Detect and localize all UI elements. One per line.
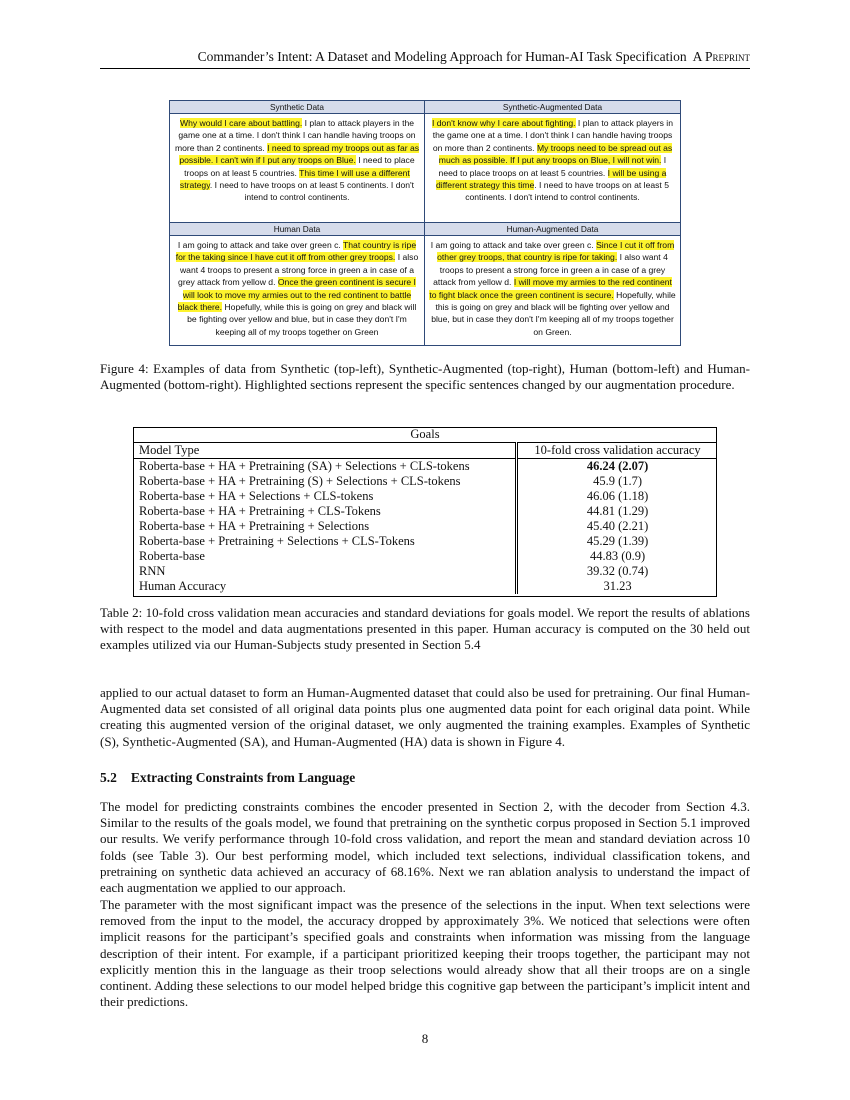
text-segment: I plan to attack players in the game one at a time. I don't think I can handle having troops on more than 2 continents. — [174, 118, 416, 153]
table-col-header-model: Model Type — [133, 443, 517, 459]
table-row — [133, 519, 717, 534]
text-segment: Hopefully, while this is going on grey and black will be fighting over yellow and blue, but in case they don't I'm keeping all of my troops together on Green. — [431, 289, 676, 337]
text-segment: I am going to attack and take over green c. — [177, 240, 344, 250]
results-table — [133, 427, 717, 594]
highlighted-segment: I will be using a different strategy this time — [436, 167, 667, 191]
section-title: Extracting Constraints from Language — [130, 770, 356, 785]
text-segment: I am going to attack and take over green c. — [430, 240, 597, 250]
highlighted-segment: Why would I care about battling. — [179, 118, 303, 128]
panel-title-synthetic: Synthetic Data — [170, 101, 425, 114]
table-cell-model: Roberta-base + HA + Selections + CLS-tokens — [139, 489, 374, 503]
highlighted-segment: This time I will use a different strategy — [179, 167, 410, 191]
panel-text-synthetic — [170, 114, 425, 223]
panel-text-human — [170, 236, 425, 345]
text-segment: I also want 4 troops to present a strong force in green a in case of a grey attack from yellow d. — [178, 252, 419, 288]
table-cell-accuracy: 44.81 (1.29) — [517, 504, 717, 519]
table-group-header: Goals — [133, 427, 717, 443]
table-cell-accuracy: 45.40 (2.21) — [517, 519, 717, 534]
table-cell-accuracy: 39.32 (0.74) — [517, 564, 717, 579]
table-cell-accuracy: 46.24 (2.07) — [517, 459, 717, 475]
table-row — [133, 579, 717, 594]
table-col-header-accuracy: 10-fold cross validation accuracy — [517, 443, 717, 459]
table-caption: Table 2: 10-fold cross validation mean accuracies and standard deviations for goals model. We report the results of ablations with respect to the model and data augmentations presented in this paper. Human accuracy is computed on the 30 held out examples utilized via our Human-Subjects study presented in Section 5.4 — [100, 605, 750, 653]
highlighted-segment: Since I cut it off from other grey troops, that country is ripe for taking. — [437, 240, 675, 263]
table-cell-model: Roberta-base + HA + Pretraining + Selections — [139, 519, 370, 533]
table-row — [133, 564, 717, 579]
body-paragraph-2: The model for predicting constraints combines the encoder presented in Section 2, with the decoder from Section 4.3. Similar to the results of the goals model, we found that pretraining on the synthetic corpus proposed in Section 5.1 improved our results. We verify performance through 10-fold cross validation, and report the mean and standard deviation across 10 folds (see Table 3). Our best performing model, which included text selections, individual classification tokens, and pretraining on synthetic data achieved an accuracy of 68.16%. Next we ran ablation analysis to understand the impact of each augmentation we applied to our approach. — [100, 799, 750, 896]
page-number: 8 — [421, 1031, 429, 1046]
table-cell-accuracy: 31.23 — [517, 579, 717, 594]
table-row — [133, 504, 717, 519]
text-segment: . I need to have troops on at least 5 continents. I don't intend to control continents. — [465, 180, 669, 203]
highlighted-segment: Once the green continent is secure I will look to move my armies out to the red continent to battle black there. — [177, 277, 416, 313]
text-segment: I need to place troops on at least 5 countries. — [438, 155, 667, 178]
running-header — [160, 49, 750, 65]
text-segment: I also want 4 troops to present a strong force in green a in case of a grey attack from yellow d. — [433, 252, 668, 288]
table-row — [133, 534, 717, 549]
body-paragraph-3: The parameter with the most significant impact was the presence of the selections in the input. When text selections were removed from the input to the model, the accuracy dropped by approximately 3%. We noticed that selections were often implicit reasons for the participant’s specified goals and constraints when information was missing from the language description of their intent. For example, if a participant prioritized keeping their troops together, the participant may not explicitly mention this in the language as their troop selections would already show that all their troops are on a single continent. Adding these selections to our model helped bridge this cognitive gap between the participant’s implicit intent and their predictions. — [100, 897, 750, 1010]
table-row — [133, 459, 717, 475]
panel-title-human-augmented: Human-Augmented Data — [425, 223, 680, 236]
highlighted-segment: I don't know why I care about fighting. — [432, 118, 576, 128]
section-heading — [100, 770, 355, 786]
panel-text-human-augmented — [425, 236, 680, 345]
header-rule — [100, 68, 750, 69]
table-row — [133, 474, 717, 489]
table-cell-model: Roberta-base + HA + Pretraining (SA) + Selections + CLS-tokens — [139, 459, 470, 473]
body-paragraph-1: applied to our actual dataset to form an Human-Augmented dataset that could also be used for pretraining. Our final Human-Augmented data set consisted of all original data points plus one augmented data point for each original data point. While creating this augmented version of the original dataset, we only augmented the training examples. Examples of Synthetic (S), Synthetic-Augmented (SA), and Human-Augmented (HA) data is shown in Figure 4. — [100, 685, 750, 749]
text-segment: I plan to attack players in the game one at a time. I don't think I can handle having troops on more than 2 continents. — [432, 118, 673, 153]
text-segment: . I need to have troops on at least 5 continents. I don't intend to control continents. — [209, 180, 415, 203]
highlighted-segment: That country is ripe for the taking since I have cut it off from other grey troops. — [175, 240, 417, 263]
header-tag: A Preprint — [692, 49, 750, 64]
section-number: 5.2 — [100, 770, 117, 785]
figure-4 — [169, 100, 681, 346]
table-cell-model: RNN — [139, 564, 166, 578]
table-row — [133, 489, 717, 504]
text-segment: I need to place troops on at least 5 countries. — [184, 155, 415, 178]
panel-title-synthetic-augmented: Synthetic-Augmented Data — [425, 101, 680, 114]
text-segment: Hopefully, while this is going on grey and black will be fighting over yellow and blue, but in case they don't I'm keeping all of my troops together on Green — [187, 302, 417, 337]
table-cell-accuracy: 46.06 (1.18) — [517, 489, 717, 504]
table-cell-accuracy: 45.9 (1.7) — [517, 474, 717, 489]
table-cell-model: Roberta-base — [139, 549, 205, 563]
figure-caption: Figure 4: Examples of data from Synthetic (top-left), Synthetic-Augmented (top-right), Human (bottom-left) and Human-Augmented (bottom-right). Highlighted sections represent the specific sentences changed by our augmentation procedure. — [100, 361, 750, 393]
table-cell-accuracy: 45.29 (1.39) — [517, 534, 717, 549]
table-cell-model: Human Accuracy — [139, 579, 227, 593]
highlighted-segment: I need to spread my troops out as far as possible. I can't win if I put any troops on Blue. — [179, 142, 420, 166]
highlighted-segment: I will move my armies to the red continent to fight black once the green continent is secure. — [429, 277, 672, 300]
table-row — [133, 549, 717, 564]
table-cell-model: Roberta-base + Pretraining + Selections + CLS-Tokens — [139, 534, 415, 548]
table-cell-model: Roberta-base + HA + Pretraining + CLS-Tokens — [139, 504, 381, 518]
table-cell-model: Roberta-base + HA + Pretraining (S) + Selections + CLS-tokens — [139, 474, 461, 488]
panel-title-human: Human Data — [170, 223, 425, 236]
panel-text-synthetic-augmented — [425, 114, 680, 223]
header-title: Commander’s Intent: A Dataset and Modeling Approach for Human-AI Task Specification — [197, 49, 687, 64]
highlighted-segment: My troops need to be spread out as much as possible. If I put any troops on Blue, I will not win. — [438, 142, 673, 166]
table-cell-accuracy: 44.83 (0.9) — [517, 549, 717, 564]
